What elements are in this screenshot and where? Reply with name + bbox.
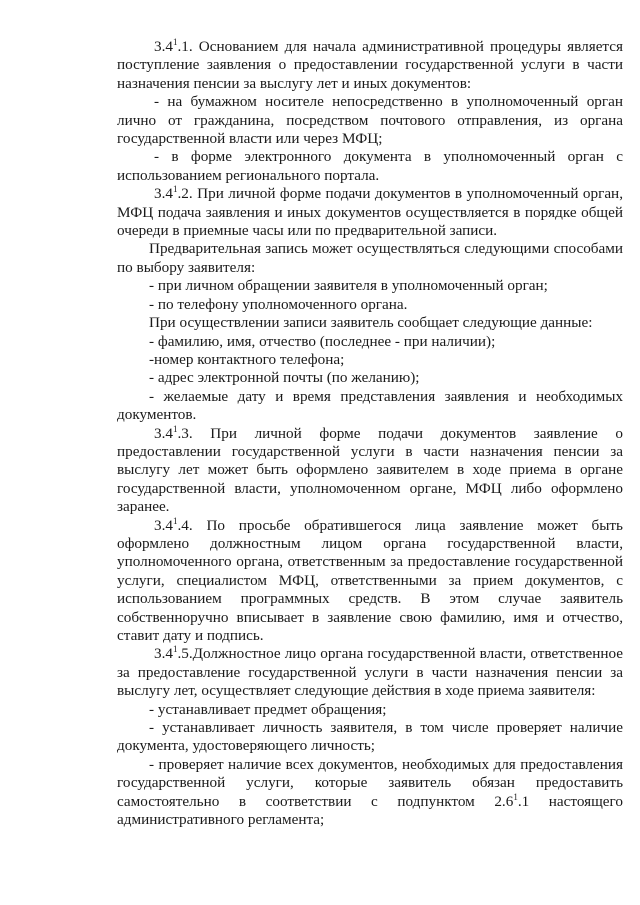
paragraph-3-4-1-2: $3.4^1.2$. При личной форме подачи документов в уполномоченный орган, МФЦ подача заявления и иных документов осуществляется в порядке общей очереди в приемные часы или по предварительной записи. [117, 184, 623, 240]
clause-number: $3.4^1.5$. [154, 644, 193, 663]
list-item: - адрес электронной почты (по желанию); [149, 369, 420, 387]
paragraph-3-4-1-1: $3.4^1.1$. Основанием для начала административной процедуры является поступление заявления о предоставлении государственной услуги в части назначения пенсии за выслугу лет и иных документов: [117, 37, 623, 92]
list-item: - желаемые дату и время представления заявления и необходимых документов. [117, 387, 623, 424]
document-body [117, 38, 623, 829]
clause-number: $3.4^1.2$. [154, 184, 193, 203]
list-item: -номер контактного телефона; [149, 350, 345, 368]
paragraph: При осуществлении записи заявитель сообщает следующие данные: [149, 314, 593, 332]
list-item: - по телефону уполномоченного органа. [149, 295, 408, 313]
list-item: - проверяет наличие всех документов, необходимых для предоставления государственной услуги, которые заявитель обязан предоставить самостоятельно в соответствии с подпунктом $2.6^1.1$ настоящего административного регламента; [117, 755, 623, 829]
list-item: - при личном обращении заявителя в уполномоченный орган; [149, 277, 548, 295]
list-item: - на бумажном носителе непосредственно в уполномоченный орган лично от гражданина, посредством почтового отправления, из органа государственной власти или через МФЦ; [117, 93, 623, 148]
list-item: - устанавливает личность заявителя, в том числе проверяет наличие документа, удостоверяющего личность; [117, 719, 623, 755]
clause-number: $3.4^1.3$. [154, 423, 193, 442]
paragraph-3-4-1-4: $3.4^1.4$. По просьбе обратившегося лица заявление может быть оформлено должностным лицом органа государственной власти, уполномоченного органа, ответственным за предоставление государственной услуги, специалистом МФЦ, ответственными за прием документов, с использованием программных средств. В этом случае заявитель собственноручно вписывает в заявление свою фамилию, имя и отчество, ставит дату и подпись. [117, 515, 623, 644]
paragraph-3-4-1-5: $3.4^1.5.Должностное$ лицо органа государственной власти, ответственное за предоставление государственной услуги в части назначения пенсии за выслугу лет, осуществляет следующие действия в ходе приема заявителя: [117, 644, 623, 700]
paragraph-3-4-1-3: $3.4^1.3$. При личной форме подачи документов заявление о предоставлении государственной услуги в части назначения пенсии за выслугу лет может быть оформлено заявителем в ходе приема в органе государственной власти, уполномоченном органе, МФЦ либо оформлено заранее. [117, 423, 623, 516]
clause-number: $3.4^1.1$. [154, 37, 193, 55]
list-item: - фамилию, имя, отчество (последнее - при наличии); [149, 332, 496, 350]
list-item: - устанавливает предмет обращения; [149, 700, 387, 718]
paragraph: Предварительная запись может осуществляться следующими способами по выбору заявителя: [117, 240, 623, 276]
clause-number: $3.4^1.4$. [154, 515, 193, 534]
list-item: - в форме электронного документа в уполномоченный орган с использованием регионального портала. [117, 148, 623, 184]
